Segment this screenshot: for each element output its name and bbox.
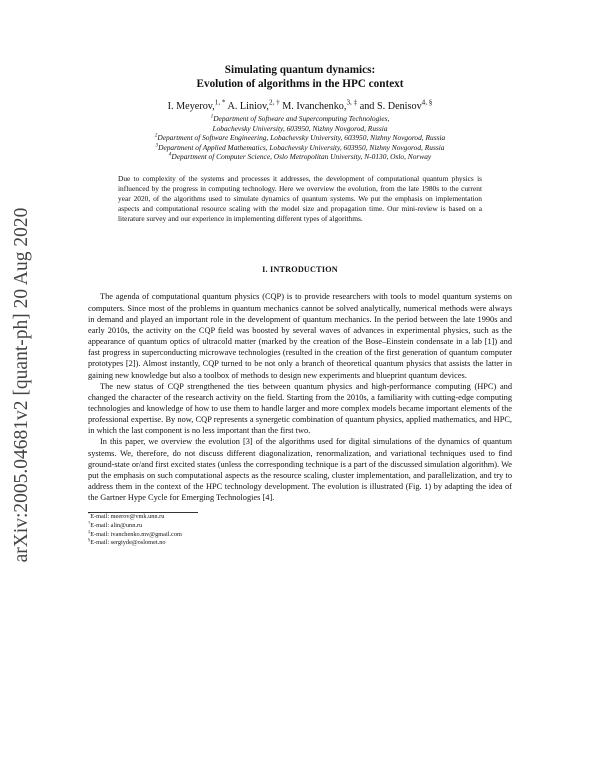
affiliation-3 [88, 143, 512, 153]
intro-paragraph-1: The agenda of computational quantum physics (CQP) is to provide researchers with tools to model quantum systems on computers. Since most of the problems in quantum mechanics cannot be solved analytically, numerical methods were always in demand and played an important role in the development of quantum mechanics. In the period between the late 1990s and early 2010s, the activity on the CQP field was boosted by several waves of advances in experimental physics, such as the appearance of quantum optics of ultracold matter (marked by the creation of the Bose–Einstein condensate in a lab [1]) and fast progress in superconducting microwave technologies (resulted in the creation of the first generation of quantum computer prototypes [2]). Almost instantly, CQP turned to be not only a branch of theoretical quantum physics that assists the latter in gaining new knowledge but also a toolbox of methods to design new experiments and blueprint quantum devices. [88, 292, 512, 380]
title-line-2: Evolution of algorithms in the HPC context [196, 77, 404, 90]
affiliation-2 [88, 133, 512, 143]
author-liniov: A. Liniov, [227, 101, 269, 112]
intro-paragraph-2: The new status of CQP strengthened the ties between quantum physics and high-performance computing (HPC) and changed the character of the research activity on the field. Starting from the 2010s, a familiarity with cutting-edge computing technologies and knowledge of how to use them to handle larger and more complex models became important elements of the professional expertise. By now, CQP represents a synergetic combination of quantum physics, applied mathematics, and HPC, in which the last component is no less important than the first two. [88, 381, 512, 436]
footnote-4-text: E-mail: sergiyde@oslomet.no [90, 539, 166, 547]
affiliation-4-text: Department of Computer Science, Oslo Metropolitan University, N-0130, Oslo, Norway [171, 152, 432, 162]
author-list [88, 98, 512, 113]
affiliation-1 [88, 114, 512, 124]
author-ivanchenko-affil-mark: 3, ‡ [346, 98, 358, 107]
affiliation-4 [88, 152, 512, 162]
abstract: Due to complexity of the systems and processes it addresses, the development of computational quantum physics is influenced by the progress in computing technology. Here we overview the evolution, from the late 1980s to the current year 2020, of the algorithms used to simulate dynamics of quantum systems. We put the emphasis on implementation aspects and computational resource scaling with the model size and propagation time. Our mini-review is based on a literature survey and our experience in implementing different types of algorithms. [118, 173, 482, 224]
affiliation-list [88, 114, 512, 162]
paper-page [88, 64, 512, 548]
section-heading-introduction: I. INTRODUCTION [262, 265, 338, 275]
arxiv-sidebar-stamp [2, 180, 42, 590]
author-conjunction: and [359, 101, 375, 112]
footnote-2 [88, 519, 512, 531]
intro-paragraph-3: In this paper, we overview the evolution [3] of the algorithms used for digital simulations of the dynamics of quantum systems. We, therefore, do not discuss different diagonalization, renormalization, and variational techniques used to find ground-state or/and first excited states (unless the corresponding technique is a part of the discussed simulation algorithm). We put the emphasis on such computational aspects as the resource scaling, cluster implementation, and parallelization, and try to address them in the context of the HPC technology development. The evolution is illustrated (Fig. 1) by adapting the idea of the Gartner Hype Cycle for Emerging Technologies [4]. [88, 437, 512, 503]
footnote-3-mark: ‡ [88, 528, 91, 534]
affiliation-1-line-1: Department of Software and Supercomputing Technologies, [213, 114, 390, 123]
author-meyerov-affil-mark: 1, * [214, 98, 226, 107]
footnote-2-text: E-mail: alin@unn.ru [90, 522, 143, 529]
footnote-1-mark: * [88, 511, 91, 517]
affiliation-2-text: Department of Software Engineering, Lobachevsky University, 603950, Nizhny Novgorod, Russia [157, 133, 446, 143]
author-liniov-affil-mark: 2, † [268, 98, 280, 107]
affiliation-4-mark: 4 [168, 151, 172, 158]
author-denisov-affil-mark: 4, § [421, 98, 433, 107]
affiliation-3-mark: 3 [155, 142, 159, 149]
footnote-1-text: E-mail: meerov@vmk.unn.ru [90, 513, 165, 521]
affiliation-1-cont: Lobachevsky University, 603950, Nizhny Novgorod, Russia [212, 123, 388, 133]
affiliation-3-text: Department of Applied Mathematics, Lobachevsky University, 603950, Nizhny Novgorod, Russia [158, 142, 445, 152]
author-ivanchenko: M. Ivanchenko, [282, 101, 347, 112]
author-meyerov: I. Meyerov, [167, 101, 215, 112]
affiliation-1-mark: 1 [210, 113, 214, 120]
footnote-2-mark: † [88, 519, 91, 525]
title-line-1: Simulating quantum dynamics: [224, 64, 376, 76]
affiliation-2-mark: 2 [154, 132, 158, 139]
paper-title [88, 64, 512, 91]
arxiv-identifier: arXiv:2005.04681v2 [quant-ph] 20 Aug 2020 [11, 207, 32, 563]
footnote-1 [88, 513, 512, 522]
footnote-3-text: E-mail: ivanchenko.mv@gmail.com [90, 530, 182, 538]
author-denisov: S. Denisov [376, 101, 422, 112]
footnote-4 [88, 539, 512, 548]
footnote-4-mark: § [88, 537, 91, 543]
